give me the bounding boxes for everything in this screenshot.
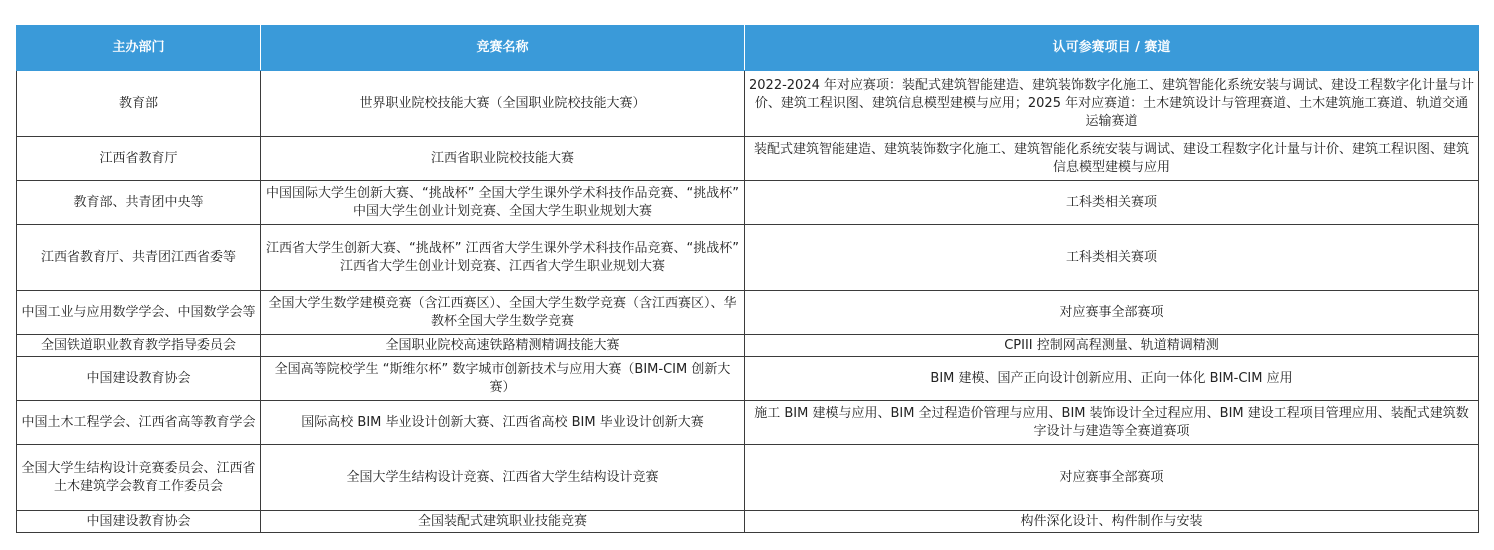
cell-competition-name: 全国大学生数学建模竞赛（含江西赛区）、全国大学生数学竞赛（含江西赛区）、华教杯全国大学生数学竞赛 [261, 291, 745, 335]
table-row [17, 71, 1479, 137]
cell-track: 装配式建筑智能建造、建筑装饰数字化施工、建筑智能化系统安装与调试、建设工程数字化计量与计价、建筑工程识图、建筑信息模型建模与应用 [745, 137, 1479, 181]
table-row [17, 445, 1479, 511]
cell-dept: 中国工业与应用数学学会、中国数学会等 [17, 291, 261, 335]
cell-dept: 全国铁道职业教育教学指导委员会 [17, 335, 261, 357]
cell-dept: 中国土木工程学会、江西省高等教育学会 [17, 401, 261, 445]
cell-track: 2022-2024 年对应赛项：装配式建筑智能建造、建筑装饰数字化施工、建筑智能化系统安装与调试、建设工程数字化计量与计价、建筑工程识图、建筑信息模型建模与应用；2025 年对应赛道：土木建筑设计与管理赛道、土木建筑施工赛道、轨道交通运输赛道 [745, 71, 1479, 137]
header-dept: 主办部门 [17, 26, 261, 71]
table-row [17, 225, 1479, 291]
cell-competition-name: 全国职业院校高速铁路精测精调技能大赛 [261, 335, 745, 357]
cell-competition-name: 国际高校 BIM 毕业设计创新大赛、江西省高校 BIM 毕业设计创新大赛 [261, 401, 745, 445]
cell-competition-name: 世界职业院校技能大赛（全国职业院校技能大赛） [261, 71, 745, 137]
cell-track: 构件深化设计、构件制作与安装 [745, 511, 1479, 533]
table-row [17, 401, 1479, 445]
cell-track: 施工 BIM 建模与应用、BIM 全过程造价管理与应用、BIM 装饰设计全过程应用、BIM 建设工程项目管理应用、装配式建筑数字设计与建造等全赛道赛项 [745, 401, 1479, 445]
competition-table [16, 25, 1479, 533]
header-track: 认可参赛项目 / 赛道 [745, 26, 1479, 71]
table-row [17, 357, 1479, 401]
cell-track: 对应赛事全部赛项 [745, 445, 1479, 511]
competition-table-container [16, 25, 1478, 533]
table-row [17, 291, 1479, 335]
cell-competition-name: 全国大学生结构设计竞赛、江西省大学生结构设计竞赛 [261, 445, 745, 511]
cell-competition-name: 江西省职业院校技能大赛 [261, 137, 745, 181]
cell-competition-name: 江西省大学生创新大赛、“挑战杯” 江西省大学生课外学术科技作品竞赛、“挑战杯” 江西省大学生创业计划竞赛、江西省大学生职业规划大赛 [261, 225, 745, 291]
cell-dept: 江西省教育厅、共青团江西省委等 [17, 225, 261, 291]
cell-competition-name: 中国国际大学生创新大赛、“挑战杯” 全国大学生课外学术科技作品竞赛、“挑战杯” 中国大学生创业计划竞赛、全国大学生职业规划大赛 [261, 181, 745, 225]
cell-track: 对应赛事全部赛项 [745, 291, 1479, 335]
cell-dept: 教育部 [17, 71, 261, 137]
cell-dept: 中国建设教育协会 [17, 357, 261, 401]
cell-competition-name: 全国装配式建筑职业技能竞赛 [261, 511, 745, 533]
cell-dept: 中国建设教育协会 [17, 511, 261, 533]
cell-dept: 教育部、共青团中央等 [17, 181, 261, 225]
table-header-row [17, 26, 1479, 71]
cell-dept: 全国大学生结构设计竞赛委员会、江西省土木建筑学会教育工作委员会 [17, 445, 261, 511]
cell-track: 工科类相关赛项 [745, 225, 1479, 291]
table-row [17, 181, 1479, 225]
table-row [17, 511, 1479, 533]
cell-track: 工科类相关赛项 [745, 181, 1479, 225]
cell-dept: 江西省教育厅 [17, 137, 261, 181]
table-row [17, 335, 1479, 357]
cell-track: CPIII 控制网高程测量、轨道精调精测 [745, 335, 1479, 357]
cell-track: BIM 建模、国产正向设计创新应用、正向一体化 BIM-CIM 应用 [745, 357, 1479, 401]
header-competition-name: 竞赛名称 [261, 26, 745, 71]
cell-competition-name: 全国高等院校学生 “斯维尔杯” 数字城市创新技术与应用大赛（BIM-CIM 创新大赛） [261, 357, 745, 401]
table-row [17, 137, 1479, 181]
